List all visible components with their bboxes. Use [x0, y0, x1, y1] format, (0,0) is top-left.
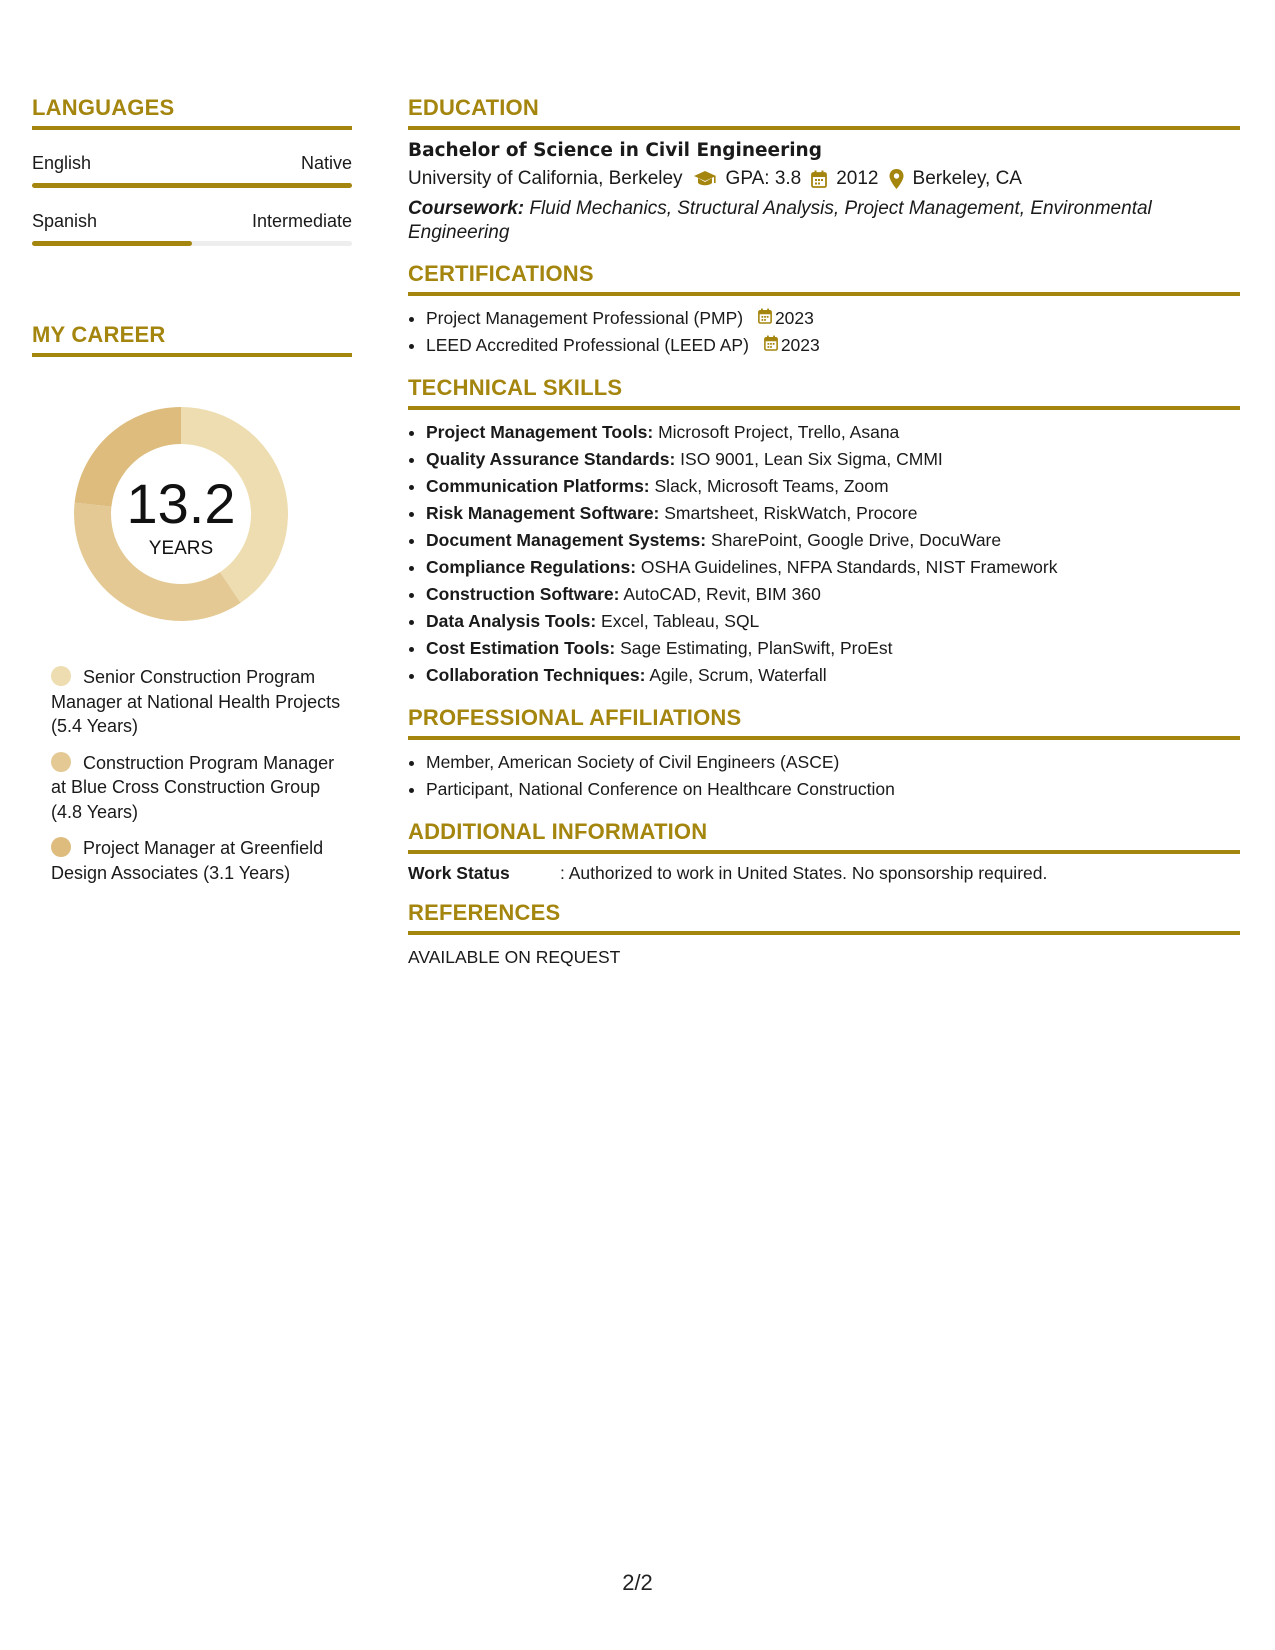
skill-item: [426, 446, 1240, 473]
skill-label: Construction Software:: [426, 584, 620, 604]
skill-label: Compliance Regulations:: [426, 557, 637, 577]
career-legend-item: [51, 751, 352, 825]
skill-value: Agile, Scrum, Waterfall: [645, 665, 827, 685]
career-legend-item: [51, 836, 352, 885]
skill-label: Data Analysis Tools:: [426, 611, 597, 631]
left-column: [32, 95, 352, 897]
career-legend-label: Construction Program Manager at Blue Cross Construction Group (4.8 Years): [51, 752, 335, 822]
affiliation-item: • Member, American Society of Civil Engineers (ASCE): [426, 749, 1240, 776]
degree-title: Bachelor of Science in Civil Engineering: [408, 140, 822, 161]
certification-name: Project Management Professional (PMP): [426, 308, 744, 328]
certification-name: LEED Accredited Professional (LEED AP): [426, 335, 749, 355]
work-status-value: : Authorized to work in United States. No sponsorship required.: [560, 863, 1048, 883]
skill-item: [426, 608, 1240, 635]
legend-dot: [51, 837, 71, 857]
references-section: [408, 900, 1240, 968]
certifications-list: [408, 305, 1240, 359]
language-proficiency-bar: [32, 241, 352, 246]
certification-year: 2023: [780, 335, 820, 355]
references-text: AVAILABLE ON REQUEST: [408, 947, 621, 967]
skill-item: [426, 500, 1240, 527]
career-legend-label: Project Manager at Greenfield Design Associates (3.1 Years): [51, 838, 324, 883]
affiliation-item: • Participant, National Conference on Healthcare Construction: [426, 776, 1240, 803]
location-pin-icon: [889, 169, 904, 189]
education-location: Berkeley, CA: [912, 168, 1022, 189]
skills-heading: TECHNICAL SKILLS: [408, 375, 1240, 410]
languages-heading: LANGUAGES: [32, 95, 352, 130]
work-status-row: [408, 863, 1240, 884]
skill-value: Slack, Microsoft Teams, Zoom: [649, 476, 889, 496]
skill-item: [426, 554, 1240, 581]
skill-label: Quality Assurance Standards:: [426, 449, 676, 469]
skill-label: Document Management Systems:: [426, 530, 707, 550]
language-level: Native: [300, 153, 352, 173]
skill-value: Sage Estimating, PlanSwift, ProEst: [615, 638, 893, 658]
calendar-icon: [811, 170, 827, 188]
skill-value: Smartsheet, RiskWatch, Procore: [659, 503, 918, 523]
skill-value: Excel, Tableau, SQL: [596, 611, 760, 631]
language-proficiency-fill: [32, 183, 352, 188]
right-column: [408, 95, 1240, 984]
graduation-year: 2012: [836, 168, 879, 189]
coursework-label: Coursework:: [408, 198, 525, 219]
skill-item: [426, 473, 1240, 500]
language-level: Intermediate: [251, 211, 352, 231]
skill-label: Collaboration Techniques:: [426, 665, 646, 685]
skill-value: Microsoft Project, Trello, Asana: [653, 422, 900, 442]
skill-label: Project Management Tools:: [426, 422, 654, 442]
skill-item: [426, 581, 1240, 608]
affiliations-list: [408, 749, 1240, 803]
certifications-section: [408, 261, 1240, 359]
language-proficiency-bar: [32, 183, 352, 188]
work-status-label: Work Status: [408, 863, 510, 883]
career-total-unit: YEARS: [148, 538, 214, 559]
graduation-cap-icon: [693, 170, 717, 188]
skill-item: [426, 635, 1240, 662]
references-heading: REFERENCES: [408, 900, 1240, 935]
certifications-heading: CERTIFICATIONS: [408, 261, 1240, 296]
skill-value: AutoCAD, Revit, BIM 360: [619, 584, 821, 604]
coursework-list: Fluid Mechanics, Structural Analysis, Project Management, Environmental Engineering: [408, 198, 1152, 243]
skill-value: ISO 9001, Lean Six Sigma, CMMI: [675, 449, 943, 469]
skill-label: Communication Platforms:: [426, 476, 650, 496]
education-section: [408, 95, 1240, 245]
skill-value: OSHA Guidelines, NFPA Standards, NIST Framework: [636, 557, 1058, 577]
career-heading: MY CAREER: [32, 322, 352, 357]
coursework: [408, 197, 1240, 245]
affiliations-heading: PROFESSIONAL AFFILIATIONS: [408, 705, 1240, 740]
career-donut-chart: [66, 399, 296, 629]
career-legend-item: [51, 665, 352, 739]
skill-item: [426, 527, 1240, 554]
certification-item: [426, 332, 1240, 359]
skill-item: [426, 662, 1240, 689]
language-item: [32, 211, 352, 246]
additional-info-heading: ADDITIONAL INFORMATION: [408, 819, 1240, 854]
skills-list: [408, 419, 1240, 689]
calendar-icon: [764, 332, 781, 359]
legend-dot: [51, 752, 71, 772]
additional-info-section: [408, 819, 1240, 884]
skill-label: Cost Estimation Tools:: [426, 638, 616, 658]
skills-section: [408, 375, 1240, 689]
certification-year: 2023: [774, 308, 814, 328]
career-legend-label: Senior Construction Program Manager at National Health Projects (5.4 Years): [51, 667, 341, 736]
page-number: 2/2: [622, 1570, 653, 1595]
career-total-years: 13.2: [126, 472, 236, 535]
education-details: [408, 168, 1240, 190]
skill-item: [426, 419, 1240, 446]
legend-dot: [51, 666, 71, 686]
gpa: GPA: 3.8: [725, 168, 802, 189]
school-name: University of California, Berkeley: [408, 168, 683, 189]
language-proficiency-fill: [32, 241, 192, 246]
donut-center: [66, 399, 296, 560]
certification-item: [426, 305, 1240, 332]
skill-label: Risk Management Software:: [426, 503, 660, 523]
language-name: English: [32, 153, 92, 173]
language-item: [32, 153, 352, 188]
career-legend: [51, 665, 352, 885]
skill-value: SharePoint, Google Drive, DocuWare: [706, 530, 1002, 550]
affiliations-section: [408, 705, 1240, 803]
language-name: Spanish: [32, 211, 98, 231]
education-heading: EDUCATION: [408, 95, 1240, 130]
calendar-icon: [758, 305, 775, 332]
